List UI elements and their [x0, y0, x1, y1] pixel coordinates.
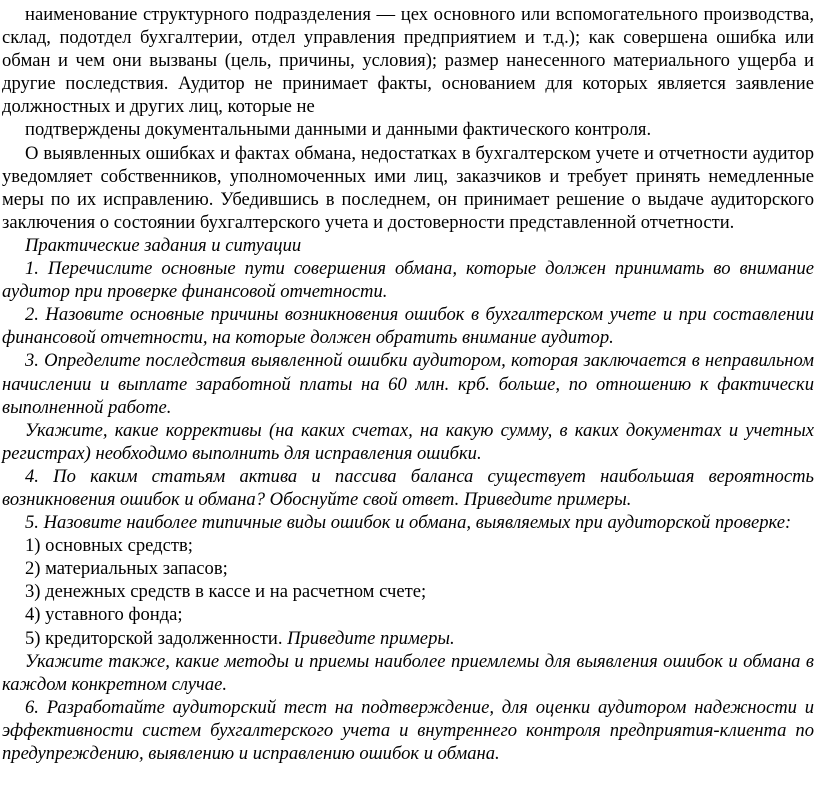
- task-2: 2. Назовите основные причины возникновения ошибок в бухгалтерском учете и при составлении финансовой отчетности, на которые должен обратить внимание аудитор.: [2, 304, 814, 349]
- task-5-item-1: 1) основных средств;: [25, 535, 193, 557]
- task-5: 5. Назовите наиболее типичные виды ошибок и обмана, выявляемых при аудиторской проверке:: [25, 512, 792, 534]
- task-5-item-5: 5) кредиторской задолженности.: [25, 627, 283, 649]
- section-heading: Практические задания и ситуации: [25, 234, 302, 256]
- task-1: 1. Перечислите основные пути совершения обмана, которые должен принимать во внимание аудитор при проверке финансовой отчетности.: [2, 258, 814, 303]
- paragraph-audit-facts: наименование структурного подразделения — цех основного или вспомогательного производства, склад, подотдел бухгалтерии, отдел управления предприятием и т.д.); как совершена ошибка или обман и чем они вызваны (цель, причины, условия); размер нанесенного материального ущерба и другие последствия. Аудитор не принимает факты, основанием для которых является заявление должностных и других лиц, которые не: [2, 4, 814, 118]
- task-5-item-4: 4) уставного фонда;: [25, 604, 183, 626]
- task-3: 3. Определите последствия выявленной ошибки аудитором, которая заключается в неправильном начислении и выплате заработной платы на 60 млн. крб. больше, по отношению к фактически выполненной работе.: [2, 350, 814, 418]
- task-5-item-3: 3) денежных средств в кассе и на расчетном счете;: [25, 581, 427, 603]
- task-5-examples-prompt: Приведите примеры.: [287, 627, 455, 649]
- paragraph-audit-notification: О выявленных ошибках и фактах обмана, недостатках в бухгалтерском учете и отчетности аудитор уведомляет собственников, уполномоченных ими лиц, заказчиков и требует принять немедленные меры по их исправлению. Убедившись в последнем, он принимает решение о выдаче аудиторского заключения о состоянии бухгалтерского учета и достоверности представленной отчетности.: [2, 142, 814, 233]
- paragraph-audit-facts-continued: подтверждены документальными данными и данными фактического контроля.: [25, 119, 652, 141]
- task-4: 4. По каким статьям актива и пассива баланса существует наибольшая вероятность возникновения ошибок и обмана? Обоснуйте свой ответ. Приведите примеры.: [2, 465, 814, 510]
- task-5-item-2: 2) материальных запасов;: [25, 558, 228, 580]
- task-5-note: Укажите также, какие методы и приемы наиболее приемлемы для выявления ошибок и обмана в каждом конкретном случае.: [2, 650, 814, 695]
- task-6: 6. Разработайте аудиторский тест на подтверждение, для оценки аудитором надежности и эффективности систем бухгалтерского учета и внутреннего контроля предприятия-клиента по предупреждению, выявлению и исправлению ошибок и обмана.: [2, 696, 814, 764]
- task-3-note: Укажите, какие коррективы (на каких счетах, на какую сумму, в каких документах и учетных регистрах) необходимо выполнить для исправления ошибки.: [2, 419, 814, 464]
- task-5-item-5-line: [2, 627, 814, 650]
